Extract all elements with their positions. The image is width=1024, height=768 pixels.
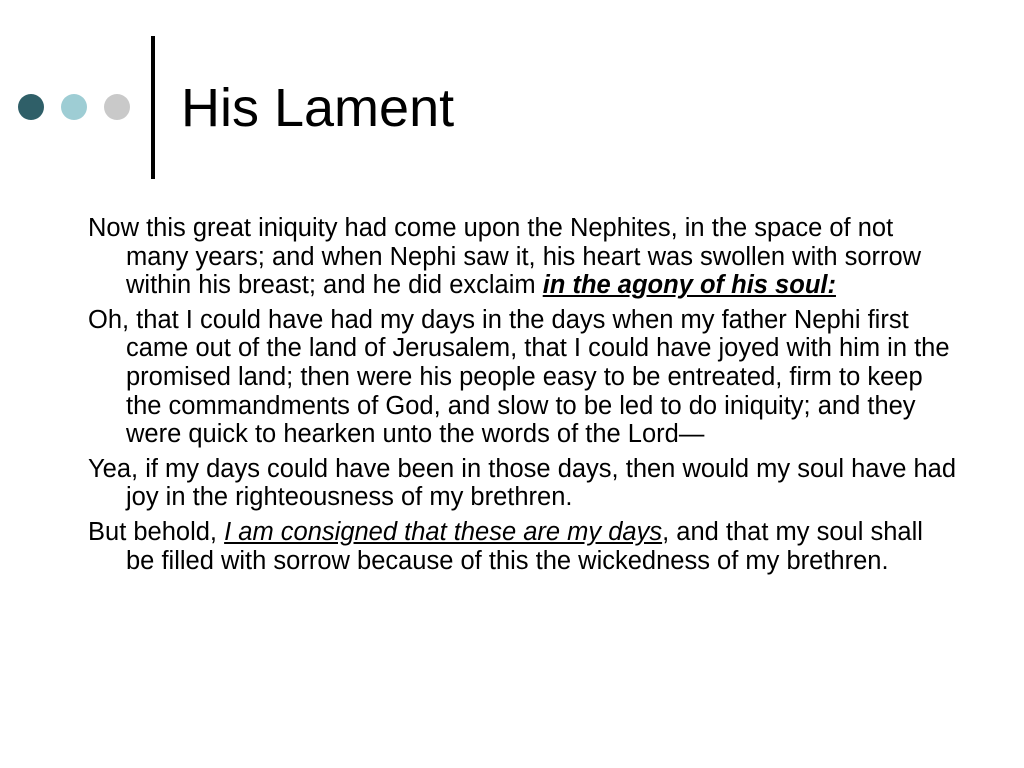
paragraph-2: Oh, that I could have had my days in the days when my father Nephi first came out of the land of Jerusalem, that I could have joyed with him in the promised land; then were his people easy to be entreated, firm to keep the commandments of God, and slow to be led to do iniquity; and they were quick to hearken unto the words of the Lord— [88,305,950,449]
slide-title: His Lament [181,78,455,138]
paragraph-4-emphasis: I am consigned that these are my days [224,517,663,546]
slide-body [88,214,958,581]
decorative-dot-dark [18,94,44,120]
paragraph-4-tail: , and that my soul shall be filled with sorrow because of this the wickedness of my brethren. [126,517,923,575]
paragraph-1-emphasis: in the agony of his soul: [542,271,836,300]
paragraph-4 [88,518,958,575]
paragraph-3: Yea, if my days could have been in those days, then would my soul have had joy in the righteousness of my brethren. [88,454,957,512]
title-divider [151,36,155,179]
decorative-dot-light [61,94,87,120]
decorative-dot-gray [104,94,130,120]
paragraph-1-text: Now this great iniquity had come upon the Nephites, in the space of not many years; and when Nephi saw it, his heart was swollen with sorrow within his breast; and he did exclaim [88,214,922,300]
paragraph-1 [88,214,958,300]
paragraph-4-text: But behold, [88,517,225,546]
